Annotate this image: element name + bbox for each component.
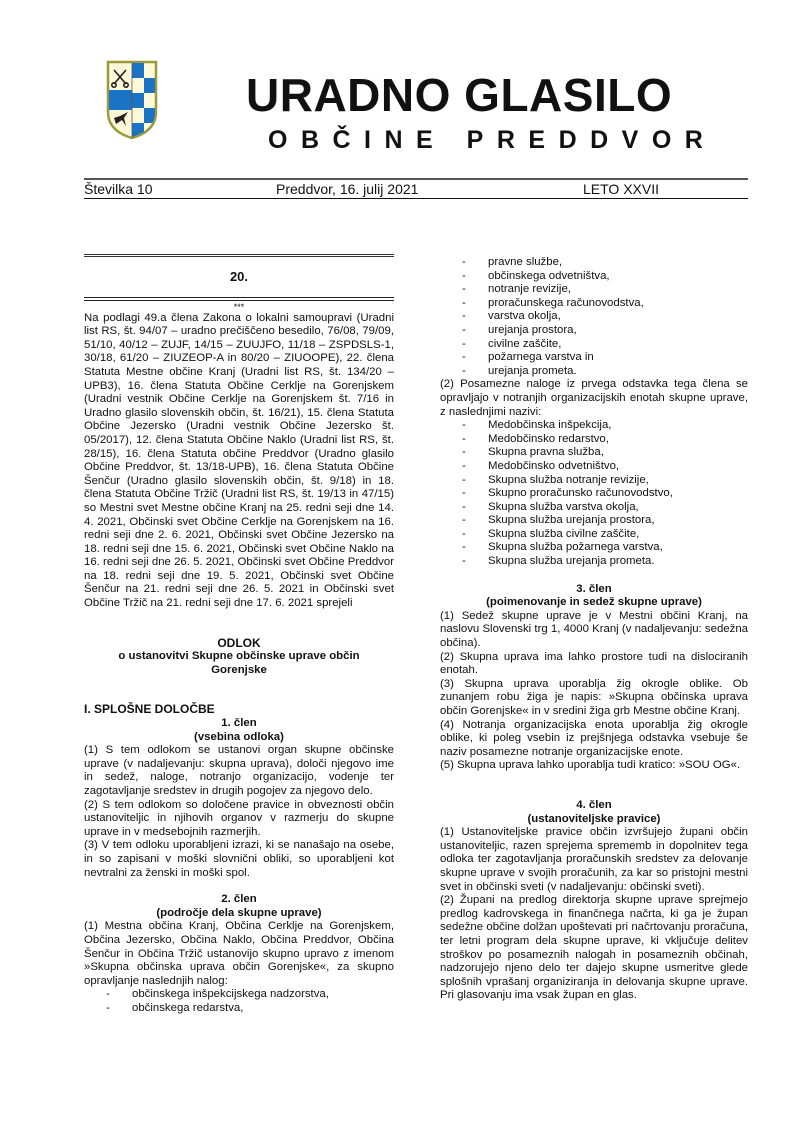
list-item: - varstva okolja, [440,310,748,324]
left-column [84,254,394,1016]
list-item: - urejanja prometa. [440,365,748,379]
list-item: - Skupna služba varstva okolja, [440,501,748,515]
section-heading: I. SPLOŠNE DOLOČBE [84,702,215,717]
right-column [440,256,748,1003]
clen-2-number: 2. člen [221,893,257,906]
preamble: Na podlagi 49.a člena Zakona o lokalni samoupravi (Uradni list RS, št. 94/07 – uradno prečiščeno besedilo, 76/08, 79/09, 51/10, 40/12 – ZUJF, 14/15 – ZUUJFO, 11/18 – ZSPDSLS-1, 30/18, 61/20 – ZIUZEOP-A in 80/20 – ZIUOOPE), 22. člena Statuta Mestne občine Kranj (Uradni list RS, št. 134/20 – UPB3), 16. člena Statuta Občine Cerklje na Gorenjskem (Uradni vestnik Občine Cerklje na Gorenjskem št. 7/16 in Uradno glasilo slovenskih občin, št. 16/21), 15. člena Statuta Občine Jezersko (Uradni vestnik Občine Jezersko št. 05/2017), 12. člena Statuta Občine Naklo (Uradni list RS, št. 28/15), 16. člena Statuta občine Preddvor (Uradno glasilo Občine Preddvor, št. 13/18-UPB), 16. člena Statuta Občine Šenčur (Uradno glasilo slovenskih občin, št. 9/18) in 18. člena Statuta Občine Tržič (Uradni list RS, št. 19/13 in 47/15) so Mestni svet Mestne občine Kranj na 25. redni seji dne 14. 4. 2021, Občinski svet Občine Cerklje na Gorenjskem na 16. redni seji dne 2. 6. 2021, Občinski svet Občine Jezersko na 18. redni seji dne 15. 6. 2021, Občinski svet Občine Naklo na 16. redni seji dne 26. 5. 2021, Občinski svet Občine Preddvor na 18. redni seji dne 19. 5. 2021, Občinski svet Občine Šenčur na 21. redni seji dne 26. 5. 2021 in Občinski svet Občine Tržič na 21. redni seji dne 17. 6. 2021 sprejeli [84,311,394,610]
list-item: - Skupna služba požarnega varstva, [440,541,748,555]
list-item: - Medobčinsko odvetništvo, [440,460,748,474]
place-date: Preddvor, 16. julij 2021 [276,181,419,197]
list-item: - Skupna pravna služba, [440,446,748,460]
task-list-left [84,988,394,1015]
list-item: - civilne zaščite, [440,338,748,352]
publication-title: URADNO GLASILO [246,69,673,121]
clen-3-p5: (5) Skupna uprava lahko uporablja tudi kratico: »SOU OG«. [440,759,741,772]
rule-top [84,254,394,257]
volume: LETO XXVII [583,181,659,197]
list-item: - občinskega odvetništva, [440,270,748,284]
list-item: - Skupna služba urejanja prometa. [440,555,748,569]
publication-subtitle: OBČINE PREDDVOR [268,126,717,154]
clen-1-p3: (3) V tem odloku uporabljeni izrazi, ki se nanašajo na osebe, in so zapisani v moški slovnični obliki, so uporabljeni kot nevtralni za ženski in moški spol. [84,839,394,879]
task-list-right [440,256,748,378]
clen-1-number: 1. člen [221,717,257,730]
clen-1-title: (vsebina odloka) [194,730,284,743]
header-rule-top [84,178,748,180]
rule-bottom [84,297,394,301]
clen-3-title: (poimenovanje in sedež skupne uprave) [486,596,702,609]
clen-4-p1: (1) Ustanoviteljske pravice občin izvršujejo župani občin ustanoviteljic, razen sprejema sprememb in dopolnitev tega odloka ter zagotavljanja proračunskih sredstev za delovanje skupne uprave v svojih proračunih, za kar so pristojni mestni svet in občinski sveti (v nadaljevanju: občinski sveti). [440,826,748,893]
clen-1-p1: (1) S tem odlokom se ustanovi organ skupne občinske uprave (v nadaljevanju: skupna uprava), določi njegovo ime in sedež, naloge, notranjo organizacijo, vodenje ter zagotavljanje sredstev in drugih pogojev za njegovo delo. [84,744,394,797]
clen-1-p2: (2) S tem odlokom so določene pravice in obveznosti občin ustanoviteljic in njihovih organov v razmerju do skupne uprave in v medsebojnih razmerjih. [84,798,394,838]
list-item: - pravne službe, [440,256,748,270]
clen-2-p1: (1) Mestna občina Kranj, Občina Cerklje na Gorenjskem, Občina Jezersko, Občina Naklo, Občina Preddvor, Občina Šenčur in Občina Tržič ustanovijo skupno upravo z imenom »Skupna občinska uprava občin Gorenjske«, za skupno opravljanje naslednjih nalog: [84,920,394,987]
list-item: - Medobčinsko redarstvo, [440,433,748,447]
clen-4-p2: (2) Župani na predlog direktorja skupne uprave sprejmejo predlog kadrovskega in finančnega načrta, ki ga je župan sedežne občine dolžan upoštevati pri načrtovanju proračuna, ter letni program dela skupne uprave, ki vključuje delitev stroškov po posameznih nalogah in posameznih občinah, nadzorujejo njeno delo ter dajejo skupne usmeritve glede splošnih vprašanj organiziranja in delovanja skupne uprave. Pri glasovanju ima vsak župan en glas. [440,894,748,1002]
clen-4-title: (ustanoviteljske pravice) [527,812,661,825]
odlok-subtitle: o ustanovitvi Skupne občinske uprave občin Gorenjske [118,650,360,676]
article-number: 20. [229,269,249,284]
issue-number: Številka 10 [84,181,153,197]
clen-4-number: 4. člen [576,798,612,811]
stars-separator: *** [233,301,245,312]
odlok-title: ODLOK [217,635,261,650]
list-item: - proračunskega računovodstva, [440,297,748,311]
list-item: - občinskega redarstva, [84,1002,394,1016]
list-item: - Skupna služba urejanja prostora, [440,514,748,528]
coat-of-arms-icon [106,60,158,140]
clen-3-number: 3. člen [576,582,612,595]
list-item: - Medobčinska inšpekcija, [440,419,748,433]
list-item: - občinskega inšpekcijskega nadzorstva, [84,988,394,1002]
clen-3-p4: (4) Notranja organizacijska enota uporablja žig okrogle oblike, ki poleg vsebin iz prejšnjega odstavka vsebuje še naziv posamezne notranje organizacijske enote. [440,718,748,758]
list-item: - Skupna služba notranje revizije, [440,474,748,488]
clen-3-p3: (3) Skupna uprava uporablja žig okrogle oblike. Ob zunanjem robu žiga je napis: »Skupna občinska uprava občin Gorenjske« in v sredini žiga grb Mestne občine Kranj. [440,677,748,717]
clen-3-p2: (2) Skupna uprava ima lahko prostore tudi na dislociranih enotah. [440,650,748,677]
clen-3-p1: (1) Sedež skupne uprave je v Mestni občini Kranj, na naslovu Slovenski trg 1, 4000 Kranj (v nadaljevanju: sedežna občina). [440,609,748,650]
clen-2-title: (področje dela skupne uprave) [156,906,322,919]
list-item: - Skupna služba civilne zaščite, [440,528,748,542]
list-item: - požarnega varstva in [440,351,748,365]
unit-list [440,419,748,569]
clen-2-p2: (2) Posamezne naloge iz prvega odstavka tega člena se opravljajo v notranjih organizacijskih enotah skupne uprave, z naslednjimi nazivi: [440,378,748,418]
list-item: - notranje revizije, [440,283,748,297]
header-rule-bottom [84,198,748,199]
list-item: - urejanja prostora, [440,324,748,338]
list-item: - Skupno proračunsko računovodstvo, [440,487,748,501]
